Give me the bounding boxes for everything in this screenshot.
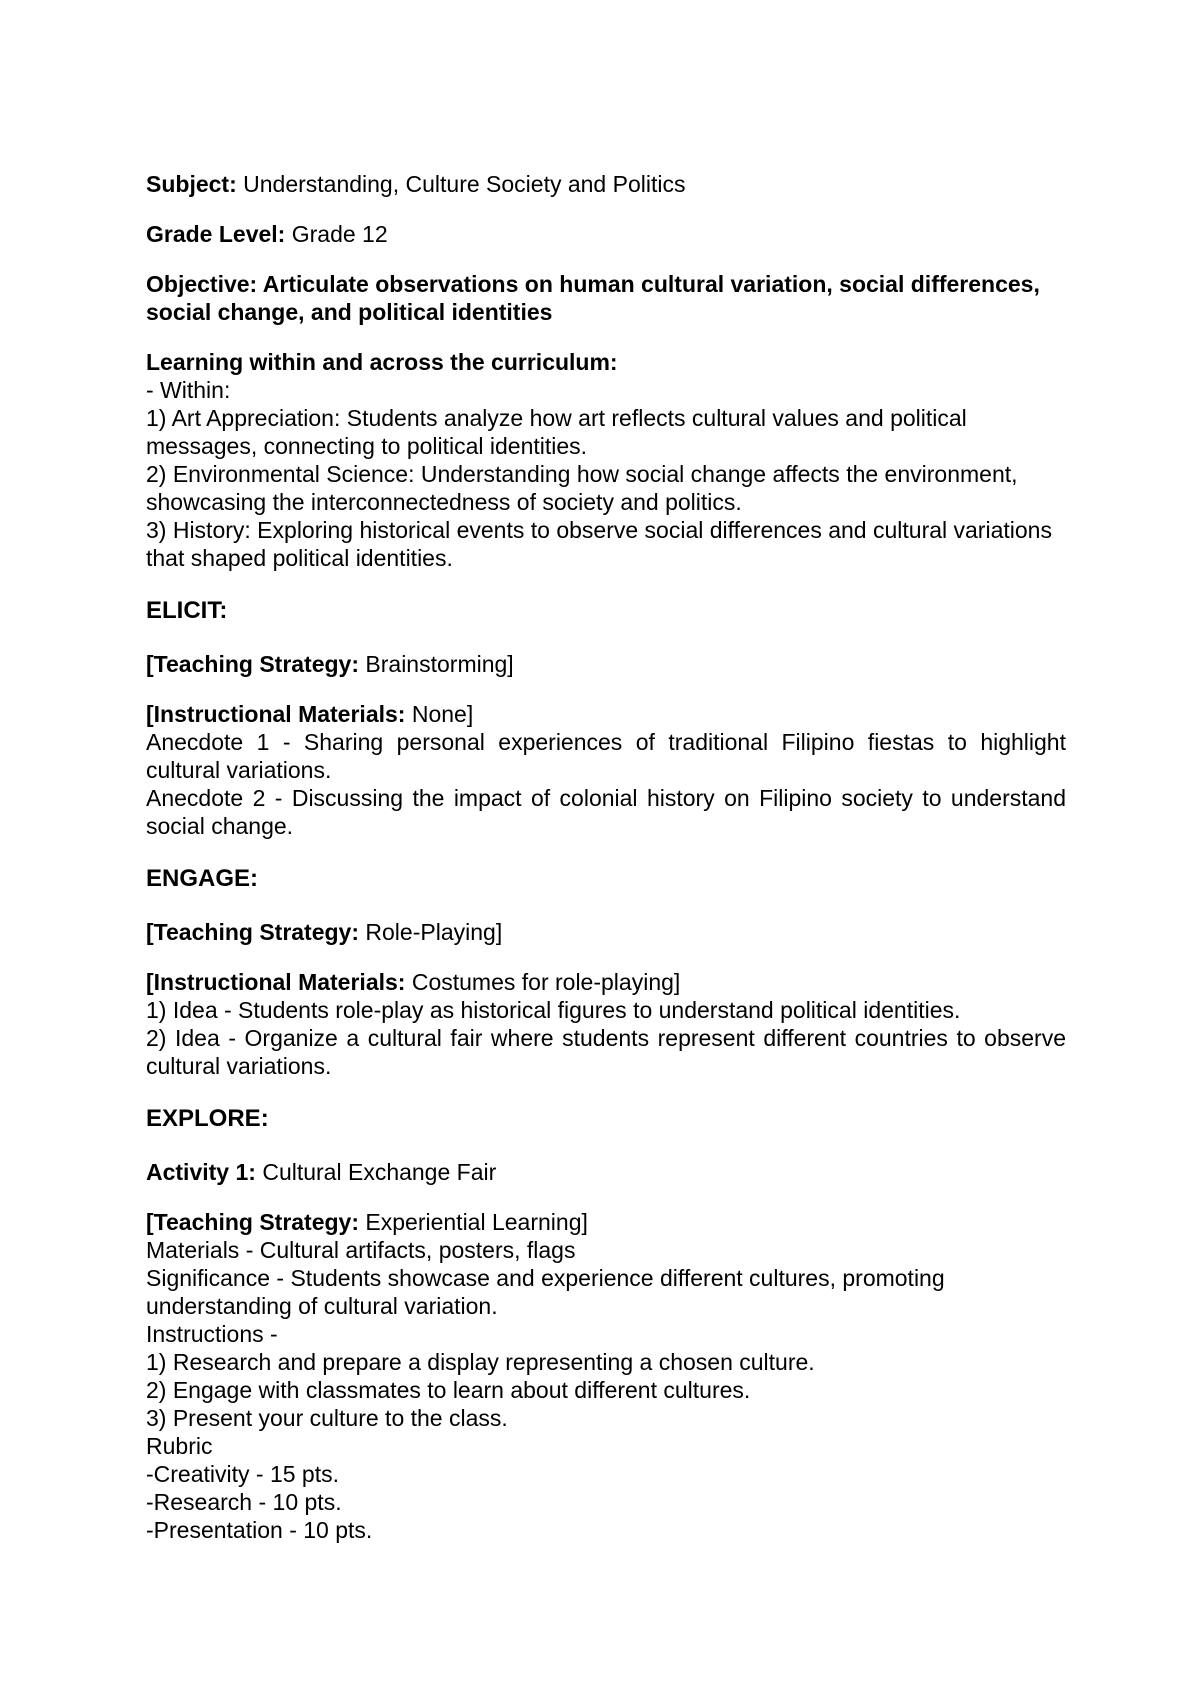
document-page — [146, 170, 1066, 1544]
grade-label: Grade Level: — [146, 221, 286, 247]
curriculum-item: 1) Art Appreciation: Students analyze how art reflects cultural values and political messages, connecting to political identities. — [146, 405, 967, 459]
curriculum-within: - Within: — [146, 377, 231, 403]
engage-idea: 2) Idea - Organize a cultural fair where students represent different countries to observe cultural variations. — [146, 1025, 1066, 1079]
elicit-materials-value: None — [411, 701, 467, 727]
explore-activity — [146, 1158, 1066, 1186]
elicit-heading: ELICIT: — [146, 597, 228, 624]
explore-heading: EXPLORE: — [146, 1105, 269, 1132]
engage-strategy-label: Teaching Strategy: — [153, 919, 360, 945]
curriculum-item: 2) Environmental Science: Understanding how social change affects the environment, showcasing the interconnectedness of society and politics. — [146, 461, 1018, 515]
explore-significance: Significance - Students showcase and experience different cultures, promoting understanding of cultural variation. — [146, 1265, 945, 1319]
engage-strategy: [Teaching Strategy: Role-Playing] — [146, 919, 503, 945]
elicit-strategy-label: Teaching Strategy: — [153, 651, 360, 677]
engage-materials-label: Instructional Materials: — [153, 969, 406, 995]
curriculum-title: Learning within and across the curriculum: — [146, 349, 618, 375]
objective-line — [146, 270, 1066, 326]
curriculum-section — [146, 348, 1066, 572]
explore-rubric-item: -Creativity - 15 pts. — [146, 1461, 339, 1487]
engage-materials-section — [146, 968, 1066, 1080]
subject-label: Subject: — [146, 171, 237, 197]
engage-materials: [Instructional Materials: Costumes for role-playing] — [146, 969, 681, 995]
explore-rubric-item: -Research - 10 pts. — [146, 1489, 342, 1515]
explore-strategy-value: Experiential Learning — [365, 1209, 582, 1235]
elicit-materials: [Instructional Materials: None] — [146, 701, 474, 727]
elicit-materials-section — [146, 700, 1066, 840]
explore-rubric-item: -Presentation - 10 pts. — [146, 1517, 373, 1543]
elicit-materials-label: Instructional Materials: — [153, 701, 406, 727]
explore-instructions-label: Instructions - — [146, 1321, 278, 1347]
engage-heading: ENGAGE: — [146, 865, 259, 892]
explore-instruction: 2) Engage with classmates to learn about different cultures. — [146, 1377, 751, 1403]
objective-value: Articulate observations on human cultural variation, social differences, social change, and political identities — [146, 271, 1040, 325]
subject-line — [146, 170, 1066, 198]
explore-instruction: 3) Present your culture to the class. — [146, 1405, 508, 1431]
explore-details — [146, 1208, 1066, 1544]
explore-rubric-label: Rubric — [146, 1433, 213, 1459]
explore-materials: Materials - Cultural artifacts, posters, flags — [146, 1237, 576, 1263]
curriculum-item: 3) History: Exploring historical events to observe social differences and cultural variations that shaped political identities. — [146, 517, 1052, 571]
explore-strategy: [Teaching Strategy: Experiential Learning] — [146, 1209, 588, 1235]
explore-activity-value: Cultural Exchange Fair — [262, 1159, 497, 1185]
elicit-strategy: [Teaching Strategy: Brainstorming] — [146, 651, 514, 677]
explore-instruction: 1) Research and prepare a display representing a chosen culture. — [146, 1349, 815, 1375]
engage-idea: 1) Idea - Students role-play as historical figures to understand political identities. — [146, 997, 961, 1023]
grade-value: Grade 12 — [291, 221, 388, 247]
grade-line — [146, 220, 1066, 248]
elicit-anecdote: Anecdote 2 - Discussing the impact of colonial history on Filipino society to understand social change. — [146, 785, 1066, 839]
elicit-anecdote: Anecdote 1 - Sharing personal experiences of traditional Filipino fiestas to highlight cultural variations. — [146, 729, 1066, 783]
explore-activity-label: Activity 1: — [146, 1159, 256, 1185]
elicit-strategy-value: Brainstorming — [365, 651, 508, 677]
engage-strategy-value: Role-Playing — [365, 919, 496, 945]
engage-materials-value: Costumes for role-playing — [411, 969, 674, 995]
objective-label: Objective: — [146, 271, 258, 297]
subject-value: Understanding, Culture Society and Politics — [243, 171, 686, 197]
explore-strategy-label: Teaching Strategy: — [153, 1209, 360, 1235]
